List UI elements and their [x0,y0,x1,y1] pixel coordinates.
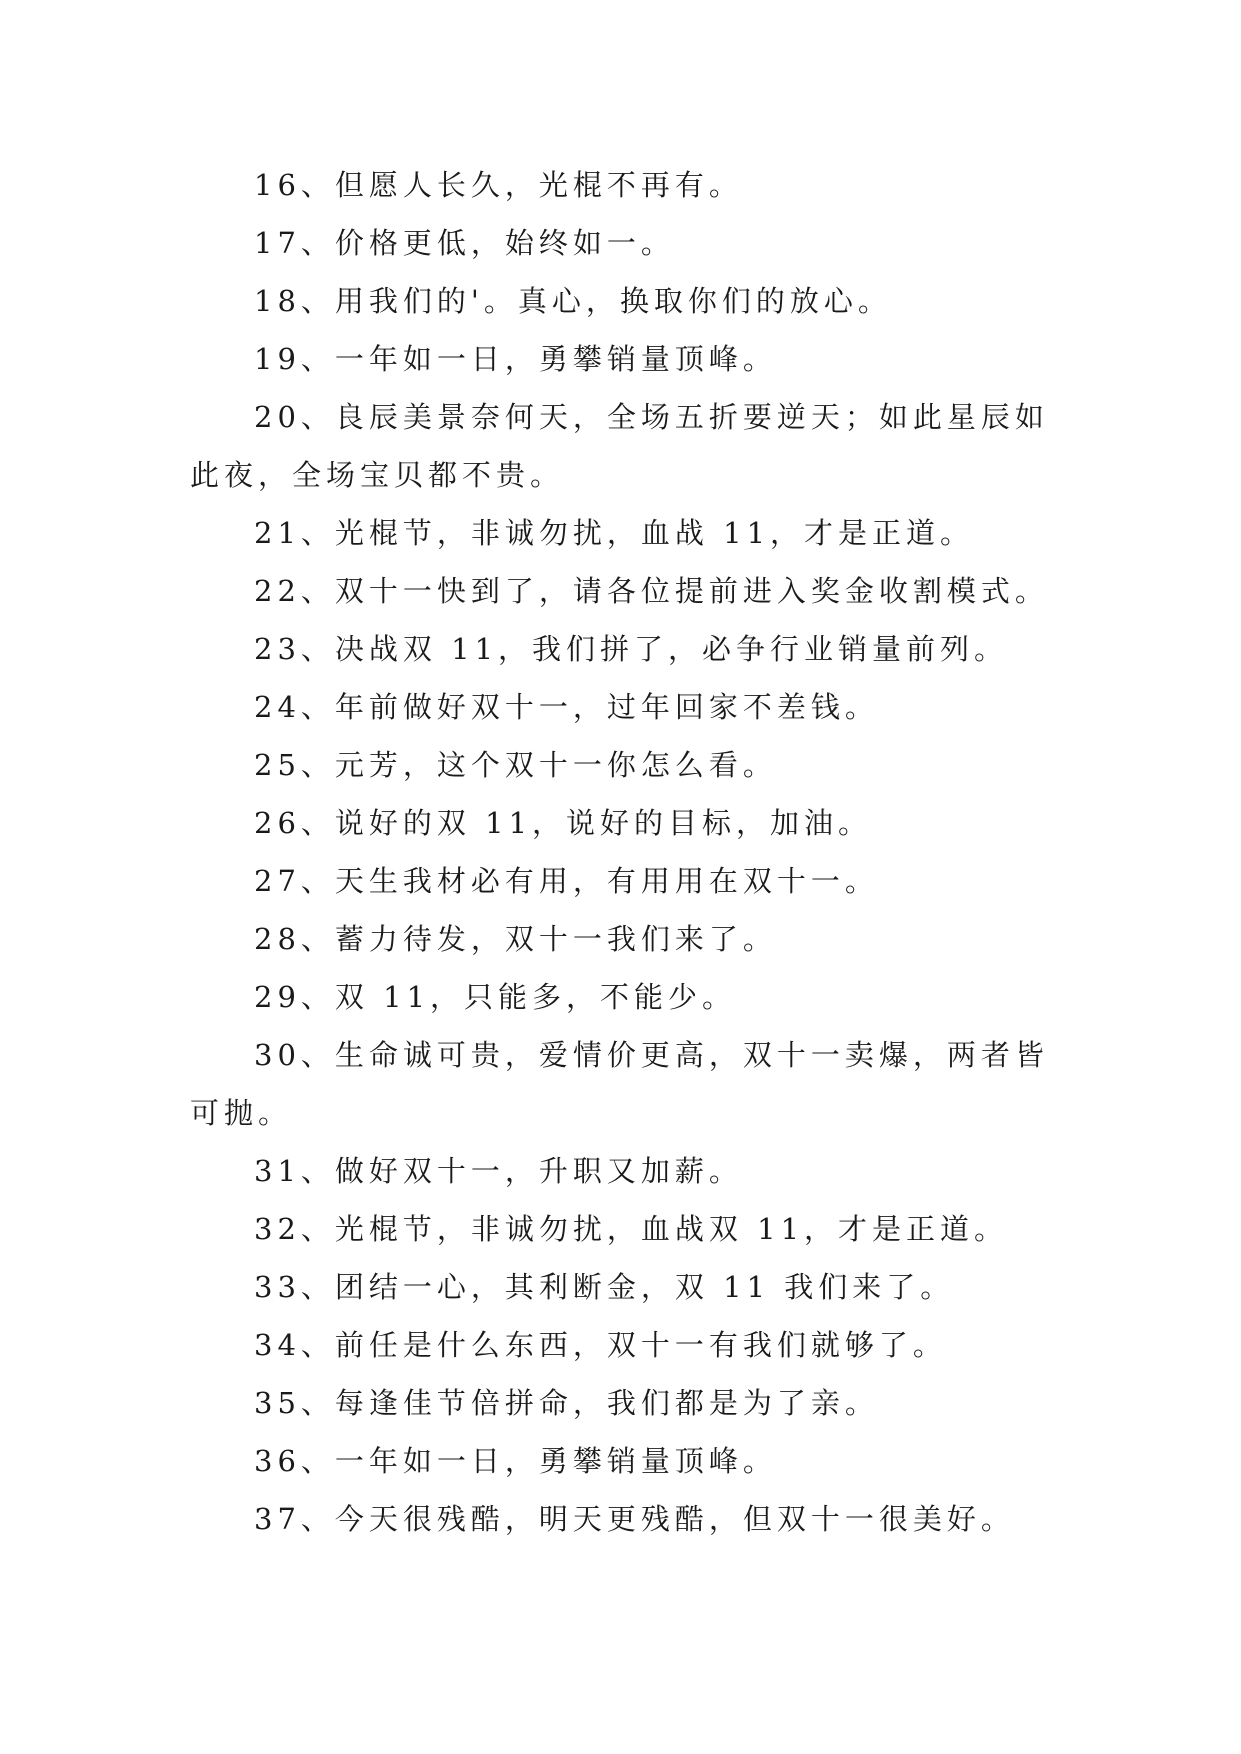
list-item: 29、双 11，只能多，不能少。 [254,980,737,1014]
list-item: 27、天生我材必有用，有用用在双十一。 [254,864,879,898]
list-item: 23、决战双 11，我们拼了，必争行业销量前列。 [254,632,1009,666]
document-body [190,156,1050,1548]
list-item: 31、做好双十一，升职又加薪。 [254,1154,743,1188]
list-item: 19、一年如一日，勇攀销量顶峰。 [254,342,777,376]
list-item: 26、说好的双 11，说好的目标，加油。 [254,806,873,840]
list-item: 25、元芳，这个双十一你怎么看。 [254,748,777,782]
list-item: 37、今天很残酷，明天更残酷，但双十一很美好。 [254,1502,1015,1536]
list-item: 24、年前做好双十一，过年回家不差钱。 [254,690,879,724]
list-item: 36、一年如一日，勇攀销量顶峰。 [254,1444,777,1478]
list-item: 20、良辰美景奈何天，全场五折要逆天；如此星辰如此夜，全场宝贝都不贵。 [190,400,1049,492]
list-item: 35、每逢佳节倍拼命，我们都是为了亲。 [254,1386,879,1420]
list-item: 34、前任是什么东西，双十一有我们就够了。 [254,1328,947,1362]
list-item: 17、价格更低，始终如一。 [254,226,675,260]
list-item: 21、光棍节，非诚勿扰，血战 11，才是正道。 [254,516,975,550]
list-item: 33、团结一心，其利断金，双 11 我们来了。 [254,1270,955,1304]
list-item: 16、但愿人长久，光棍不再有。 [254,168,743,202]
list-item: 22、双十一快到了，请各位提前进入奖金收割模式。 [254,574,1049,608]
list-item: 30、生命诚可贵，爱情价更高，双十一卖爆，两者皆可抛。 [190,1038,1049,1130]
list-item: 32、光棍节，非诚勿扰，血战双 11，才是正道。 [254,1212,1009,1246]
list-item: 28、蓄力待发，双十一我们来了。 [254,922,777,956]
list-item: 18、用我们的'。真心，换取你们的放心。 [254,284,892,318]
